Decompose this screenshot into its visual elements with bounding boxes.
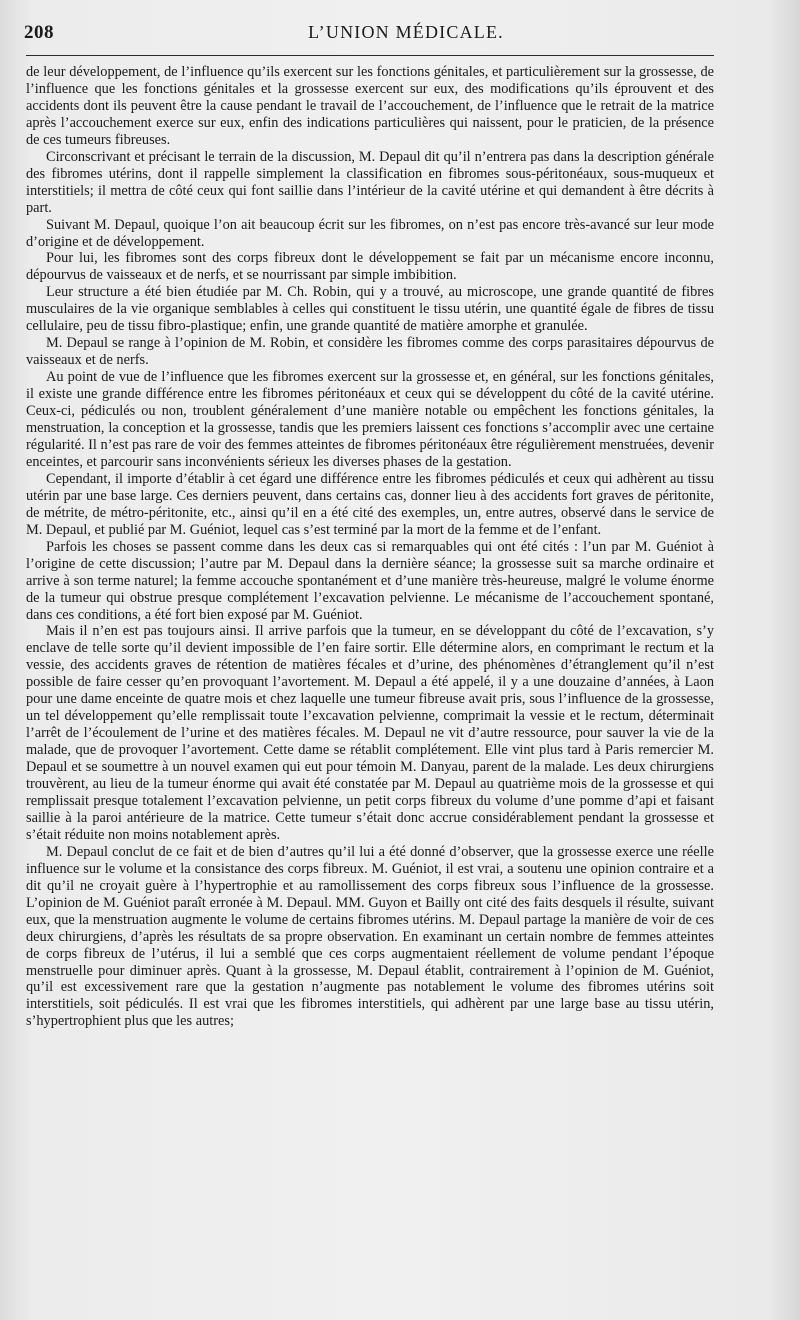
paragraph: Circonscrivant et précisant le terrain de la discussion, M. Depaul dit qu’il n’entrera pas dans la description générale des fibromes utérins, dont il rappelle simplement la classification en fibromes sous-péritonéaux, sous-muqueux et interstitiels; il mettra de côté ceux qui font saillie dans l’intérieur de la cavité utérine et qui demandent à être décrits à part. (26, 148, 714, 216)
paragraph: M. Depaul conclut de ce fait et de bien d’autres qu’il lui a été donné d’observer, que la grossesse exerce une réelle influence sur le volume et la consistance des corps fibreux. M. Guéniot, il est vrai, a soutenu une opinion contraire et a dit qu’il ne croyait guère à l’hypertrophie et au ramollissement des corps fibreux sous l’influence de la grossesse. L’opinion de M. Guéniot paraît erronée à M. Depaul. MM. Guyon et Bailly ont cité des faits desquels il résulte, suivant eux, que la menstruation augmente le volume de certains fibromes utérins. M. Depaul partage la manière de voir de ces deux chirurgiens, d’après les résultats de sa propre observation. En examinant un certain nombre de femmes atteintes de corps fibreux de l’utérus, il lui a semblé que ces corps augmentaient réellement de volume pendant l’époque menstruelle pour diminuer après. Quant à la grossesse, M. Depaul établit, contrairement à l’opinion de M. Guéniot, qu’il est excessivement rare que la gestation n’augmente pas notablement le volume des fibromes utérins soit interstitiels, soit pédiculés. Il est vrai que les fibromes interstitiels, qui adhèrent par une large base au tissu utérin, s’hypertrophient plus que les autres; (26, 843, 714, 1030)
header-rule (26, 55, 714, 56)
paragraph: Cependant, il importe d’établir à cet égard une différence entre les fibromes pédiculés et ceux qui adhèrent au tissu utérin par une base large. Ces derniers peuvent, dans certains cas, donner lieu à des accidents fort graves de péritonite, de métrite, de métro-péritonite, etc., ainsi qu’il en a été cité des exemples, un, entre autres, observé dans le service de M. Depaul, et publié par M. Guéniot, lequel cas s’est terminé par la mort de la femme et de l’enfant. (26, 470, 714, 538)
paragraph: de leur développement, de l’influence qu’ils exercent sur les fonctions génitales, et particulièrement sur la grossesse, de l’influence que les fonctions génitales et la grossesse exercent sur eux, des modifications qu’ils éprouvent et des accidents dont ils peuvent être la cause pendant le travail de l’accouchement, de l’influence que le retrait de la matrice après l’accouchement exerce sur eux, enfin des indications particulières qui naissent, pour le praticien, de la présence de ces tumeurs fibreuses. (26, 64, 714, 148)
paragraph: Mais il n’en est pas toujours ainsi. Il arrive parfois que la tumeur, en se développant du côté de l’excavation, s’y enclave de telle sorte qu’il devient impossible de l’en faire sortir. Elle détermine alors, en comprimant le rectum et la vessie, des accidents graves de rétention de matières fécales et d’urine, des phénomènes d’étranglement qu’il n’est possible de faire cesser qu’en provoquant l’avortement. M. Depaul a été appelé, il y a une douzaine d’années, à Laon pour une dame enceinte de quatre mois et chez laquelle une tumeur fibreuse avait pris, sous l’influence de la grossesse, un tel développement qu’elle remplissait toute l’excavation pelvienne, comprimait la vessie et le rectum, déterminait l’arrêt de l’écoulement de l’urine et des matières fécales. M. Depaul ne vit d’autre ressource, pour sauver la vie de la malade, que de provoquer l’avortement. Cette dame se rétablit complétement. Elle vint plus tard à Paris remercier M. Depaul et se soumettre à un nouvel examen qui eut pour témoin M. Danyau, parent de la malade. Les deux chirurgiens trouvèrent, au lieu de la tumeur énorme qui avait été constatée par M. Depaul au quatrième mois de la grossesse et qui remplissait presque totalement l’excavation pelvienne, un petit corps fibreux du volume d’une pomme d’api et faisant saillie à la paroi antérieure de la matrice. Cette tumeur s’était donc accrue considérablement pendant la grossesse et s’était réduite non moins notablement après. (26, 623, 714, 843)
paragraph: Leur structure a été bien étudiée par M. Ch. Robin, qui y a trouvé, au microscope, une grande quantité de fibres musculaires de la vie organique semblables à celles qui constituent le tissu utérin, une quantité égale de fibres de tissu cellulaire, peu de tissu fibro-plastique; enfin, une grande quantité de matière amorphe et granulée. (26, 284, 714, 335)
page-header (24, 22, 788, 52)
running-title: L’UNION MÉDICALE. (308, 22, 504, 42)
page-number: 208 (24, 22, 54, 43)
paragraph: Au point de vue de l’influence que les fibromes exercent sur la grossesse et, en général, sur les fonctions génitales, il existe une grande différence entre les fibromes péritonéaux et ceux qui se développent du côté de la cavité utérine. Ceux-ci, pédiculés ou non, troublent généralement d’une manière notable ou empêchent les fonctions génitales, la menstruation, la conception et la grossesse, tandis que les premiers laissent ces fonctions s’accomplir avec une certaine régularité. Il n’est pas rare de voir des femmes atteintes de fibromes péritonéaux être régulièrement menstruées, devenir enceintes, et parcourir sans inconvénients sérieux les diverses phases de la gestation. (26, 369, 714, 470)
paragraph: Pour lui, les fibromes sont des corps fibreux dont le développement se fait par un mécanisme encore inconnu, dépourvus de vaisseaux et de nerfs, et se nourrissant par simple imbibition. (26, 250, 714, 284)
article-body (26, 64, 714, 1030)
paragraph: M. Depaul se range à l’opinion de M. Robin, et considère les fibromes comme des corps parasitaires dépourvus de vaisseaux et de nerfs. (26, 335, 714, 369)
paragraph: Suivant M. Depaul, quoique l’on ait beaucoup écrit sur les fibromes, on n’est pas encore très-avancé sur leur mode d’origine et de développement. (26, 216, 714, 250)
paragraph: Parfois les choses se passent comme dans les deux cas si remarquables qui ont été cités : l’un par M. Guéniot à l’origine de cette discussion; l’autre par M. Depaul dans la dernière séance; la grossesse suit sa marche ordinaire et arrive à son terme naturel; la femme accouche spontanément et d’une manière très-heureuse, malgré le volume énorme de la tumeur qui obstrue presque complétement l’excavation pelvienne. Le mécanisme de l’accouchement spontané, dans ces conditions, a été fort bien exposé par M. Guéniot. (26, 538, 714, 623)
